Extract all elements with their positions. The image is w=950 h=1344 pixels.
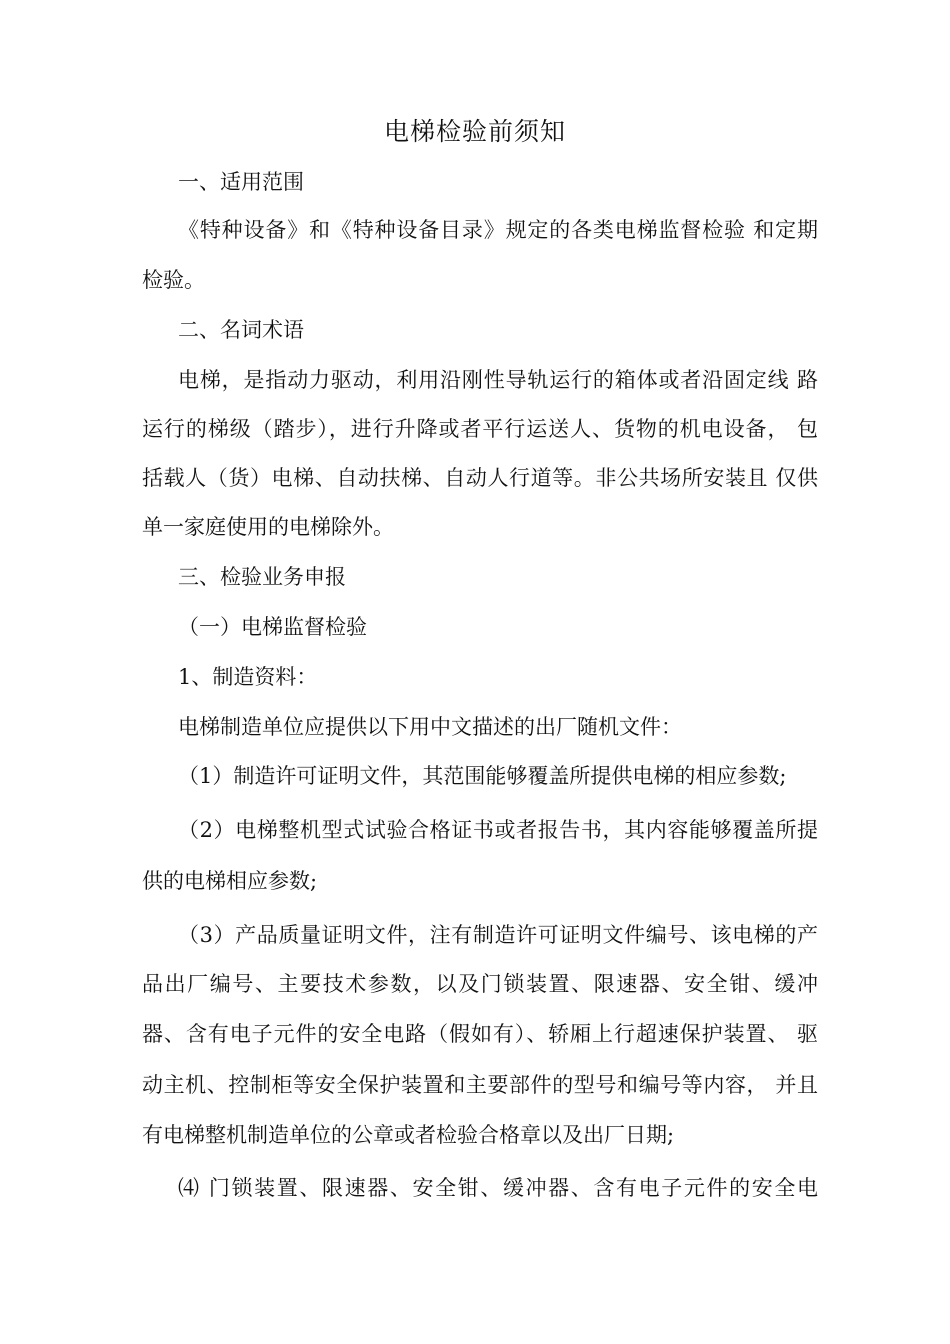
list-item-line: （3）产品质量证明文件，注有制造许可证明文件编号、该电梯的产 xyxy=(178,923,818,947)
paragraph-line: 单一家庭使用的电梯除外。 xyxy=(142,515,394,539)
list-item-line: ⑷ 门锁装置、限速器、安全钳、缓冲器、含有电子元件的安全电 xyxy=(178,1176,818,1200)
section-heading: 一、适用范围 xyxy=(178,170,304,194)
section-heading: 二、名词术语 xyxy=(178,318,304,342)
list-item-line: 供的电梯相应参数; xyxy=(142,869,318,893)
list-item-line: 品出厂编号、主要技术参数，以及门锁装置、限速器、安全钳、缓冲 xyxy=(142,972,818,996)
paragraph-line: 检验。 xyxy=(142,268,205,292)
subsection-heading: （一）电梯监督检验 xyxy=(178,615,367,639)
paragraph-line: 电梯制造单位应提供以下用中文描述的出厂随机文件： xyxy=(178,715,682,739)
paragraph-line: 运行的梯级（踏步），进行升降或者平行运送人、货物的机电设备， 包 xyxy=(142,417,818,441)
section-heading: 三、检验业务申报 xyxy=(178,565,346,589)
paragraph-line: 括载人（货）电梯、自动扶梯、自动人行道等。非公共场所安装且 仅供 xyxy=(142,466,818,490)
list-item-line: （2）电梯整机型式试验合格证书或者报告书，其内容能够覆盖所提 xyxy=(178,818,818,842)
paragraph-line: 电梯，是指动力驱动，利用沿刚性导轨运行的箱体或者沿固定线 路 xyxy=(178,368,818,392)
list-item-line: 有电梯整机制造单位的公章或者检验合格章以及出厂日期; xyxy=(142,1123,675,1147)
paragraph-line: 《特种设备》和《特种设备目录》规定的各类电梯监督检验 和定期 xyxy=(178,218,818,242)
item-heading: 1、制造资料： xyxy=(178,665,318,689)
list-item-line: 器、含有电子元件的安全电路（假如有）、轿厢上行超速保护装置、 驱 xyxy=(142,1022,818,1046)
page-title: 电梯检验前须知 xyxy=(383,117,566,146)
list-item-line: （1）制造许可证明文件，其范围能够覆盖所提供电梯的相应参数; xyxy=(178,764,787,788)
list-item-line: 动主机、控制柜等安全保护装置和主要部件的型号和编号等内容， 并且 xyxy=(142,1073,818,1097)
